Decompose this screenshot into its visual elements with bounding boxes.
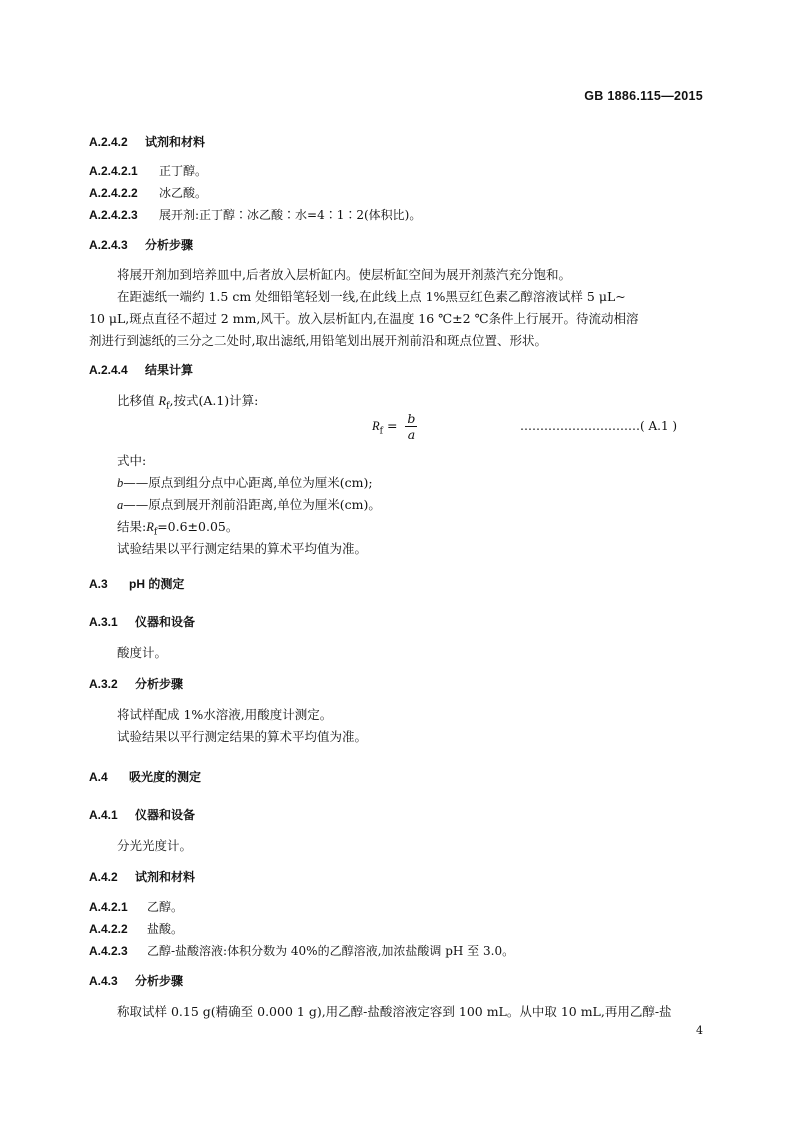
paragraph: 酸度计。 [117, 645, 168, 660]
item-a4-2-3 [89, 942, 514, 959]
result-line [117, 517, 238, 538]
definition-text: ——原点到组分点中心距离,单位为厘米(cm); [123, 475, 373, 490]
section-number: A.4.2 [89, 870, 118, 884]
section-a2-4-3-heading [89, 236, 193, 253]
numerator: b [407, 411, 416, 426]
item-text: 盐酸。 [147, 922, 184, 936]
formula-lhs: R [372, 419, 380, 433]
formula-a1 [372, 411, 417, 442]
subscript: f [166, 401, 170, 412]
section-number: A.4.1 [89, 808, 118, 822]
text: 比移值 [117, 393, 159, 408]
text: 结果: [117, 519, 147, 534]
item-a4-2-2 [89, 920, 183, 937]
section-number: A.3.2 [89, 677, 118, 691]
section-a3-heading [89, 575, 184, 592]
definition-b [117, 473, 373, 491]
section-number: A.2.4.4 [89, 363, 128, 377]
paragraph-continued: 剂进行到滤纸的三分之二处时,取出滤纸,用铅笔划出展开剂前沿和斑点位置、形状。 [89, 333, 547, 348]
formula-lhs-subscript: f [379, 426, 383, 437]
section-a2-4-2-heading [89, 133, 205, 150]
section-title: 试剂和材料 [135, 870, 196, 884]
section-a4-3-heading [89, 972, 183, 989]
section-title: pH 的测定 [129, 577, 185, 591]
section-number: A.4 [89, 770, 108, 784]
item-a4-2-1 [89, 898, 183, 915]
item-number: A.4.2.2 [89, 922, 128, 936]
paragraph: 称取试样 0.15 g(精确至 0.000 1 g),用乙醇-盐酸溶液定容到 100 mL。从中取 10 mL,再用乙醇-盐 [117, 1004, 672, 1019]
item-text: 乙醇。 [147, 900, 184, 914]
page-number: 4 [696, 1024, 703, 1037]
section-a2-4-4-heading [89, 361, 193, 378]
item-number: A.4.2.1 [89, 900, 128, 914]
section-title: 吸光度的测定 [129, 770, 202, 784]
definition-a [117, 495, 381, 513]
section-title: 仪器和设备 [135, 808, 196, 822]
section-number: A.3 [89, 577, 108, 591]
paragraph: 在距滤纸一端约 1.5 cm 处细铅笔轻划一线,在此线上点 1%黑豆红色素乙醇溶液试样 5 μL~ [117, 289, 626, 304]
where-label: 式中: [117, 453, 147, 468]
paragraph-rf-intro [117, 391, 258, 412]
paragraph: 分光光度计。 [117, 838, 193, 853]
section-a4-heading [89, 768, 201, 785]
item-number: A.2.4.2.2 [89, 186, 138, 200]
section-a4-2-heading [89, 868, 195, 885]
text: =0.6±0.05。 [157, 519, 239, 534]
section-number: A.2.4.2 [89, 135, 128, 149]
standard-number: GB 1886.115—2015 [584, 89, 703, 103]
section-title: 结果计算 [145, 363, 194, 377]
paragraph: 试验结果以平行测定结果的算术平均值为准。 [117, 541, 368, 556]
item-a2-4-2-1 [89, 162, 207, 179]
item-text: 乙醇-盐酸溶液:体积分数为 40%的乙醇溶液,加浓盐酸调 pH 至 3.0。 [147, 944, 515, 958]
item-text: 展开剂:正丁醇∶冰乙酸∶水=4∶1∶2(体积比)。 [159, 208, 422, 222]
section-a3-1-heading [89, 613, 195, 630]
item-number: A.2.4.2.3 [89, 208, 138, 222]
paragraph: 将展开剂加到培养皿中,后者放入层析缸内。使层析缸空间为展开剂蒸汽充分饱和。 [117, 267, 571, 282]
item-text: 正丁醇。 [159, 164, 208, 178]
variable: R [158, 394, 167, 408]
paragraph: 将试样配成 1%水溶液,用酸度计测定。 [117, 707, 333, 722]
section-number: A.4.3 [89, 974, 118, 988]
variable: b [117, 476, 124, 490]
subscript: f [153, 527, 158, 538]
variable: a [117, 498, 124, 512]
paragraph: 试验结果以平行测定结果的算术平均值为准。 [117, 729, 368, 744]
definition-text: ——原点到展开剂前沿距离,单位为厘米(cm)。 [123, 497, 381, 512]
section-number: A.2.4.3 [89, 238, 128, 252]
section-a4-1-heading [89, 806, 195, 823]
variable: R [146, 520, 154, 534]
paragraph-continued: 10 μL,斑点直径不超过 2 mm,风干。放入层析缸内,在温度 16 ℃±2 ℃条件上行展开。待流动相溶 [89, 311, 639, 326]
item-a2-4-2-2 [89, 184, 207, 201]
section-a3-2-heading [89, 675, 183, 692]
section-title: 试剂和材料 [145, 135, 206, 149]
section-title: 分析步骤 [135, 677, 184, 691]
section-number: A.3.1 [89, 615, 118, 629]
section-title: 分析步骤 [135, 974, 184, 988]
equation-reference: …………………………( A.1 ) [520, 419, 678, 433]
denominator: a [407, 427, 416, 442]
section-title: 分析步骤 [145, 238, 194, 252]
item-text: 冰乙酸。 [159, 186, 208, 200]
item-number: A.2.4.2.1 [89, 164, 138, 178]
text: ,按式(A.1)计算: [169, 393, 259, 408]
section-title: 仪器和设备 [135, 615, 196, 629]
item-number: A.4.2.3 [89, 944, 128, 958]
formula-equals: = [382, 418, 402, 433]
item-a2-4-2-3 [89, 206, 421, 223]
fraction [405, 411, 417, 442]
